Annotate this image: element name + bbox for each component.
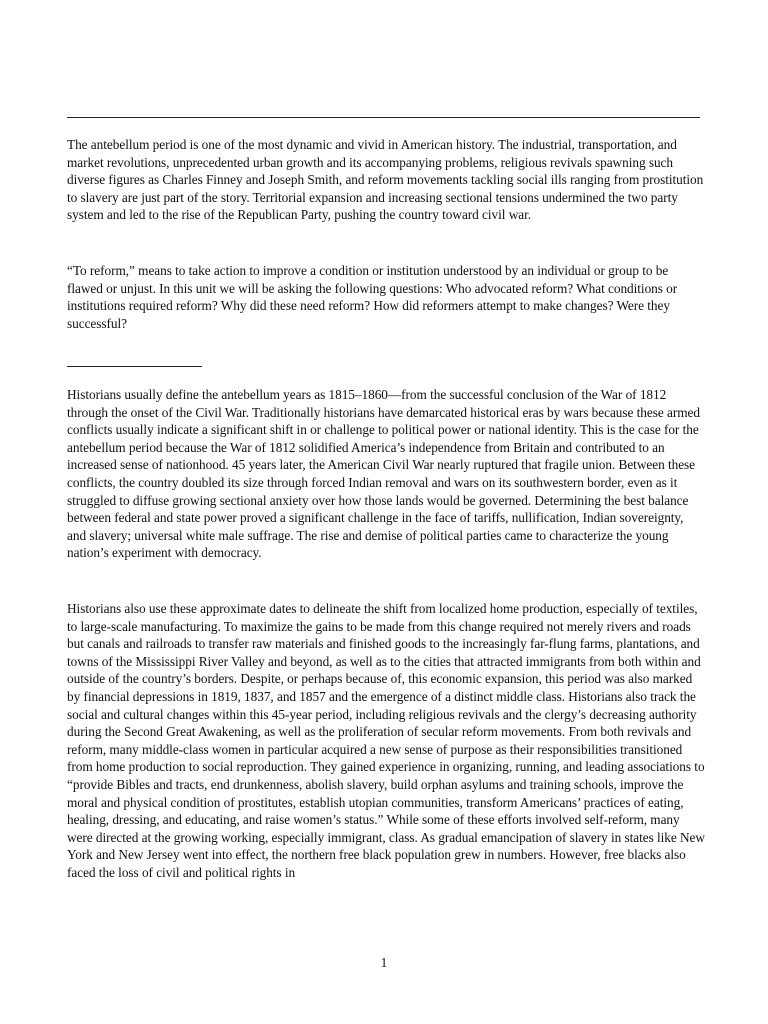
page-number: 1 bbox=[380, 955, 388, 970]
top-horizontal-rule bbox=[67, 117, 700, 118]
intro-paragraph: The antebellum period is one of the most dynamic and vivid in American history. The industrial, transportation, and market revolutions, unprecedented urban growth and its accompanying problems, religious revivals spawning such diverse figures as Charles Finney and Joseph Smith, and reform movements tackling social ills ranging from prostitution to slavery are just part of the story. Territorial expansion and increasing sectional tensions undermined the two party system and led to the rise of the Republican Party, pushing the country toward civil war. bbox=[67, 137, 704, 223]
section-divider-rule bbox=[67, 366, 202, 367]
economic-social-change-paragraph: Historians also use these approximate dates to delineate the shift from localized home production, especially of textiles, to large-scale manufacturing. To maximize the gains to be made from this change required not merely rivers and roads but canals and railroads to transfer raw materials and finished goods to the increasingly far-flung farms, plantations, and towns of the Mississippi River Valley and beyond, as well as to the cities that attracted immigrants from both within and outside of the country’s borders. Despite, or perhaps because of, this economic expansion, this period was also marked by financial depressions in 1819, 1837, and 1857 and the emergence of a distinct middle class. Historians also track the social and cultural changes within this 45-year period, including religious revivals and the clergy’s decreasing authority during the Second Great Awakening, as well as the proliferation of secular reform movements. From both revivals and reform, many middle-class women in particular acquired a new sense of purpose as their responsibilities transitioned from home production to social reproduction. They gained experience in organizing, running, and leading associations to “provide Bibles and tracts, end drunkenness, abolish slavery, build orphan asylums and training schools, improve the moral and physical condition of prostitutes, establish utopian communities, transform Americans’ practices of eating, healing, dressing, and educating, and raise women’s status.” While some of these efforts involved self-reform, many were directed at the growing working, especially immigrant, class. As gradual emancipation of slavery in states like New York and New Jersey went into effect, the northern free black population grew in numbers. However, free blacks also faced the loss of civil and political rights in bbox=[67, 601, 705, 880]
reform-definition-paragraph: “To reform,” means to take action to improve a condition or institution understood by an individual or group to be flawed or unjust. In this unit we will be asking the following questions: Who advocated reform? What conditions or institutions required reform? Why did these need reform? How did reformers attempt to make changes? Were they successful? bbox=[67, 263, 678, 331]
antebellum-dates-paragraph: Historians usually define the antebellum years as 1815–1860—from the successful conclusion of the War of 1812 through the onset of the Civil War. Traditionally historians have demarcated historical eras by wars because these armed conflicts usually indicate a significant shift in or challenge to political power or national identity. This is the case for the antebellum period because the War of 1812 solidified America’s independence from Britain and contributed to an increased sense of nationhood. 45 years later, the American Civil War nearly ruptured that fragile union. Between these conflicts, the country doubled its size through forced Indian removal and wars on its southwestern border, even as it struggled to diffuse growing sectional anxiety over how those lands would be governed. Determining the best balance between federal and state power proved a significant challenge in the face of tariffs, nullification, Indian sovereignty, and slavery; universal white male suffrage. The rise and demise of political parties came to characterize the young nation’s experiment with democracy. bbox=[67, 387, 700, 561]
